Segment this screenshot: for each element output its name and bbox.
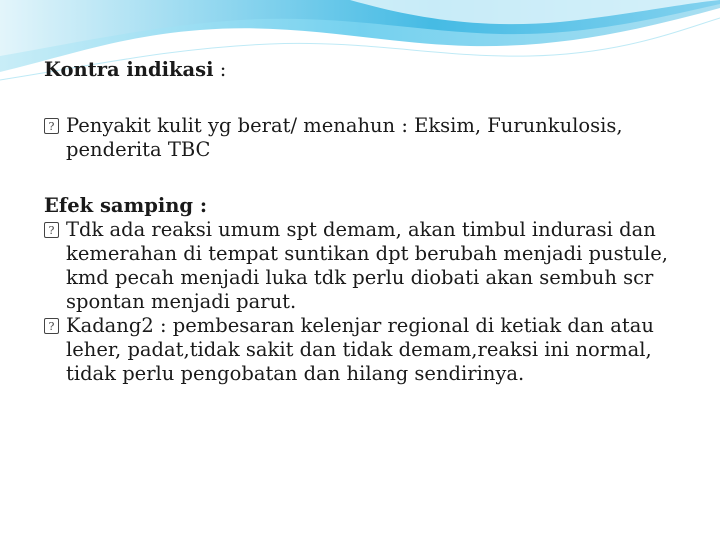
bullet-box-icon: ?: [44, 118, 59, 134]
heading-suffix: :: [213, 58, 227, 81]
heading-text: Kontra indikasi: [44, 58, 214, 81]
list-item: [44, 114, 694, 162]
list-item: [44, 218, 694, 314]
bullet-box-icon: ?: [44, 222, 59, 238]
item-text: Kadang2 : pembesaran kelenjar regional di ketiak dan atau leher, padat,tidak sakit dan tidak demam,reaksi ini normal, tidak perlu pengobatan dan hilang sendirinya.: [66, 314, 654, 385]
slide-body: [44, 58, 694, 386]
section-heading-efek: [44, 194, 694, 218]
item-text: Penyakit kulit yg berat/ menahun : Eksim, Furunkulosis, penderita TBC: [66, 114, 623, 161]
list-item: [44, 314, 694, 386]
heading-text: Efek samping :: [44, 194, 208, 217]
section-heading-kontra: [44, 58, 694, 82]
bullet-box-icon: ?: [44, 318, 59, 334]
item-text: Tdk ada reaksi umum spt demam, akan timbul indurasi dan kemerahan di tempat suntikan dpt berubah menjadi pustule, kmd pecah menjadi luka tdk perlu diobati akan sembuh scr spontan menjadi parut.: [66, 218, 668, 313]
